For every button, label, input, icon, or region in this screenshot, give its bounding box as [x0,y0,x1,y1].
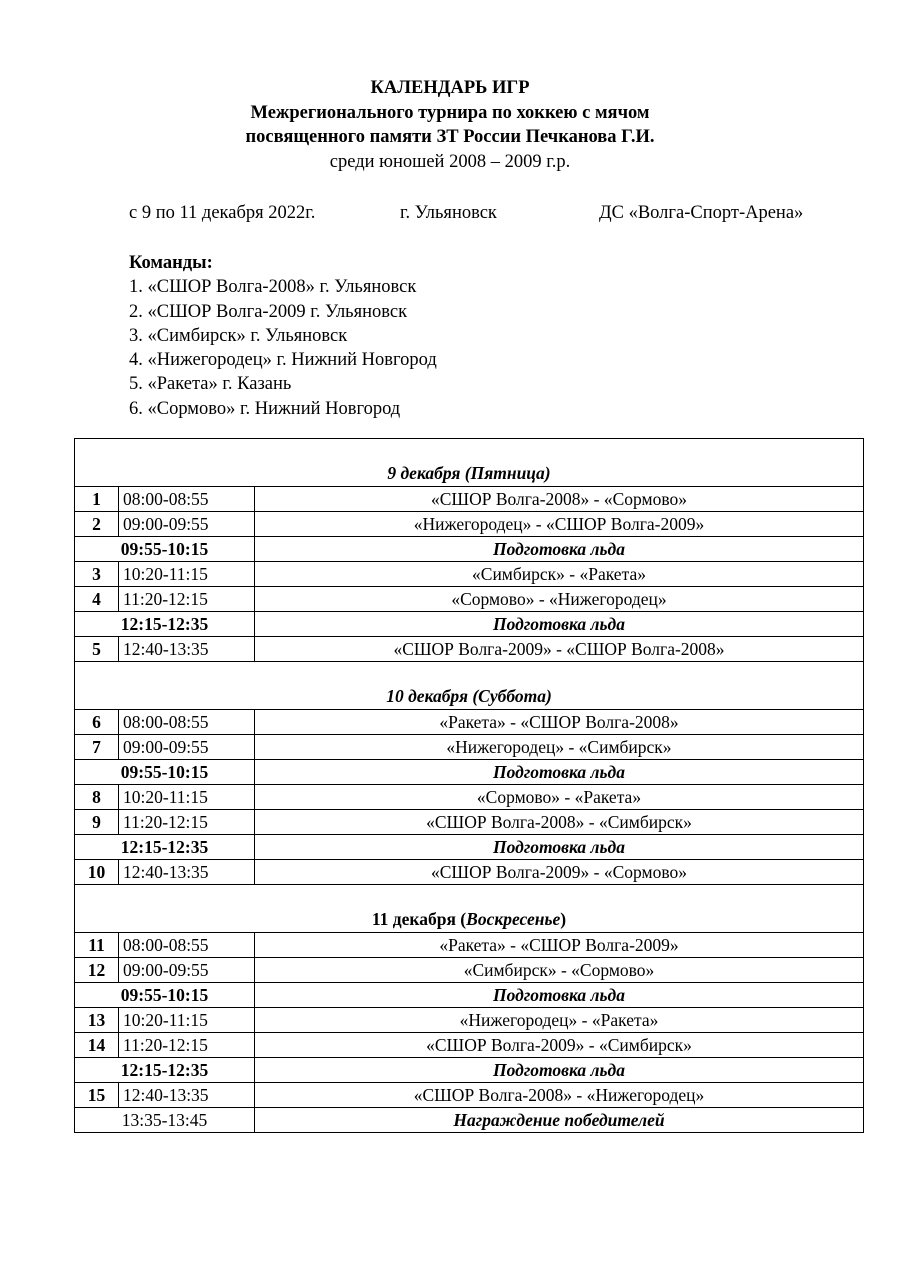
game-number: 13 [75,1008,119,1033]
game-number: 6 [75,710,119,735]
game-match: «Нижегородец» - «Симбирск» [255,735,864,760]
table-row [75,587,864,612]
game-time: 10:20-11:15 [119,562,255,587]
break-row [75,537,864,562]
game-time: 12:40-13:35 [119,1083,255,1108]
ice-preparation: Подготовка льда [255,835,864,860]
ice-preparation: Подготовка льда [255,1058,864,1083]
award-row [75,1108,864,1133]
game-match: «Ракета» - «СШОР Волга-2009» [255,933,864,958]
table-row [75,512,864,537]
document-header [0,76,900,174]
day-header-row [75,439,864,487]
game-number: 8 [75,785,119,810]
game-number: 9 [75,810,119,835]
game-number: 5 [75,637,119,662]
game-time: 09:00-09:55 [119,735,255,760]
break-time: 12:15-12:35 [75,835,255,860]
game-time: 11:20-12:15 [119,587,255,612]
teams-title: Команды: [129,253,213,273]
table-row [75,785,864,810]
ice-preparation: Подготовка льда [255,760,864,785]
event-venue: ДС «Волга-Спорт-Арена» [599,203,804,223]
table-row [75,562,864,587]
table-row [75,1008,864,1033]
ice-preparation: Подготовка льда [255,983,864,1008]
day-header: 11 декабря (Воскресенье) [75,885,864,933]
break-time: 09:55-10:15 [75,760,255,785]
game-match: «Ракета» - «СШОР Волга-2008» [255,710,864,735]
game-time: 08:00-08:55 [119,710,255,735]
game-match: «Сормово» - «Ракета» [255,785,864,810]
game-time: 12:40-13:35 [119,637,255,662]
table-row [75,810,864,835]
game-match: «Нижегородец» - «Ракета» [255,1008,864,1033]
award-ceremony: Награждение победителей [255,1108,864,1133]
table-row [75,933,864,958]
game-number: 12 [75,958,119,983]
schedule-table [74,438,864,1133]
game-match: «СШОР Волга-2008» - «Нижегородец» [255,1083,864,1108]
team-item: 2. «СШОР Волга-2009 г. Ульяновск [129,301,408,322]
ice-preparation: Подготовка льда [255,612,864,637]
game-time: 08:00-08:55 [119,933,255,958]
break-time: 12:15-12:35 [75,1058,255,1083]
game-number: 10 [75,860,119,885]
game-time: 09:00-09:55 [119,512,255,537]
age-group: среди юношей 2008 – 2009 г.р. [329,151,571,172]
break-row [75,835,864,860]
day-header: 9 декабря (Пятница) [75,439,864,487]
game-number: 7 [75,735,119,760]
event-city: г. Ульяновск [400,203,497,223]
table-row [75,958,864,983]
break-time: 09:55-10:15 [75,537,255,562]
team-item: 3. «Симбирск» г. Ульяновск [129,325,348,346]
game-number: 3 [75,562,119,587]
tournament-name: Межрегионального турнира по хоккею с мячом [250,102,650,123]
day-header-row [75,662,864,710]
teams-list [129,251,437,421]
break-time: 12:15-12:35 [75,612,255,637]
game-match: «Нижегородец» - «СШОР Волга-2009» [255,512,864,537]
team-item: 1. «СШОР Волга-2008» г. Ульяновск [129,277,417,298]
game-match: «СШОР Волга-2009» - «СШОР Волга-2008» [255,637,864,662]
table-row [75,1083,864,1108]
game-match: «СШОР Волга-2009» - «Симбирск» [255,1033,864,1058]
game-number: 2 [75,512,119,537]
game-number: 11 [75,933,119,958]
team-item: 5. «Ракета» г. Казань [129,374,292,395]
break-row [75,760,864,785]
break-row [75,1058,864,1083]
break-time: 09:55-10:15 [75,983,255,1008]
team-item: 4. «Нижегородец» г. Нижний Новгород [129,350,437,371]
table-row [75,710,864,735]
break-row [75,983,864,1008]
team-item: 6. «Сормово» г. Нижний Новгород [129,398,401,419]
table-row [75,637,864,662]
game-time: 08:00-08:55 [119,487,255,512]
game-time: 10:20-11:15 [119,785,255,810]
game-number: 15 [75,1083,119,1108]
day-header-row [75,885,864,933]
ice-preparation: Подготовка льда [255,537,864,562]
game-match: «СШОР Волга-2008» - «Сормово» [255,487,864,512]
game-number: 14 [75,1033,119,1058]
game-time: 10:20-11:15 [119,1008,255,1033]
tournament-dedication: посвященного памяти ЗТ России Печканова Г.И. [245,127,655,147]
table-row [75,1033,864,1058]
event-dates: с 9 по 11 декабря 2022г. [129,203,316,223]
award-time: 13:35-13:45 [75,1108,255,1133]
game-time: 11:20-12:15 [119,1033,255,1058]
game-time: 09:00-09:55 [119,958,255,983]
game-match: «СШОР Волга-2008» - «Симбирск» [255,810,864,835]
table-row [75,860,864,885]
game-match: «Сормово» - «Нижегородец» [255,587,864,612]
day-header: 10 декабря (Суббота) [75,662,864,710]
game-number: 4 [75,587,119,612]
game-match: «Симбирск» - «Ракета» [255,562,864,587]
game-time: 11:20-12:15 [119,810,255,835]
table-row [75,487,864,512]
document-title: КАЛЕНДАРЬ ИГР [370,78,530,98]
game-time: 12:40-13:35 [119,860,255,885]
break-row [75,612,864,637]
game-number: 1 [75,487,119,512]
game-match: «СШОР Волга-2009» - «Сормово» [255,860,864,885]
table-row [75,735,864,760]
game-match: «Симбирск» - «Сормово» [255,958,864,983]
